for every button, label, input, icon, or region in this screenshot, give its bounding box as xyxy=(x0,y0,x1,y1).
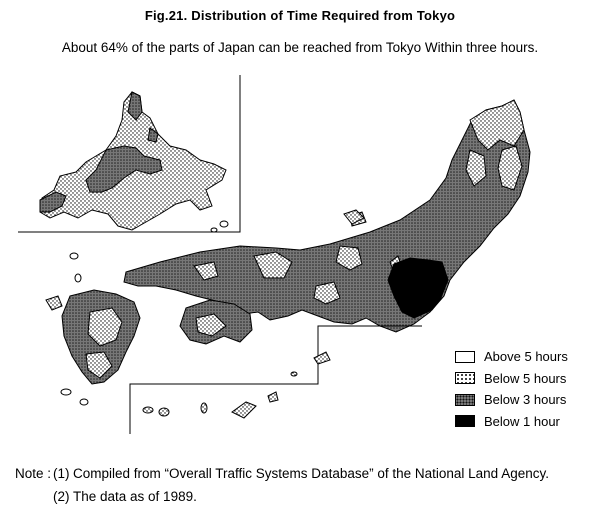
legend-item-above-5-hours xyxy=(455,346,568,368)
honshu-region xyxy=(124,100,530,332)
legend-swatch-white xyxy=(455,351,475,363)
legend-item-below-1-hour xyxy=(455,411,568,433)
note-row xyxy=(15,485,549,508)
map-title: Fig.21. Distribution of Time Required from Tokyo xyxy=(144,8,456,23)
legend-swatch-light-dots xyxy=(455,372,475,384)
note-text: Compiled from “Overall Traffic Systems Database” of the National Land Agency. xyxy=(73,466,549,481)
notes-section xyxy=(15,462,549,508)
legend-label: Above 5 hours xyxy=(484,349,568,365)
note-number: (2) xyxy=(53,489,70,504)
note-number: (1) xyxy=(53,466,70,481)
legend-swatch-dense-dots xyxy=(455,394,475,406)
islands-inset-frame xyxy=(130,326,422,434)
legend-item-below-3-hours xyxy=(455,389,568,411)
map-subtitle: About 64% of the parts of Japan can be reached from Tokyo Within three hours. xyxy=(61,40,539,55)
legend-swatch-black xyxy=(455,415,475,427)
legend-item-below-5-hours xyxy=(455,368,568,390)
legend-label: Below 5 hours xyxy=(484,370,567,386)
southern-islands xyxy=(143,352,330,418)
note-label: Note : xyxy=(15,466,52,481)
legend-label: Below 1 hour xyxy=(484,413,560,429)
note-row xyxy=(15,462,549,485)
hokkaido-region xyxy=(40,92,228,232)
map-legend xyxy=(455,346,568,432)
legend-label: Below 3 hours xyxy=(484,392,567,408)
note-text: The data as of 1989. xyxy=(73,489,197,504)
